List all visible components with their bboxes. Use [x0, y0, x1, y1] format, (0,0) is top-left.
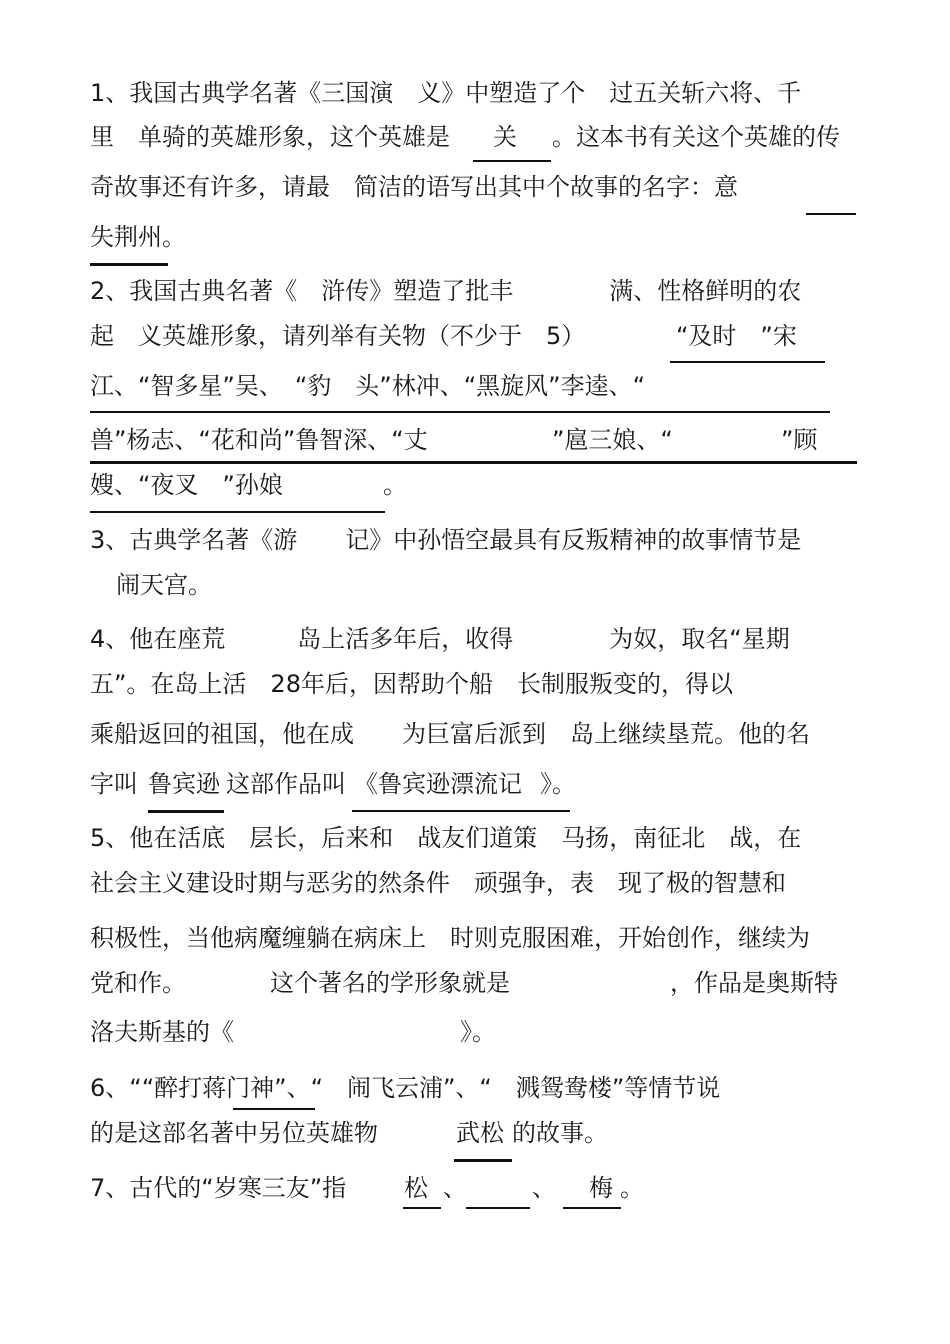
q5-text: 5、他在活底 层长，后来和 战友们道策 马扬，南征北 战，在	[90, 824, 802, 852]
q2-text: ”扈三娘、“	[552, 426, 673, 454]
q5-text: 》。	[460, 1018, 496, 1046]
q3-line1	[0, 520, 950, 560]
q1-text: 奇故事还有许多，请最 简洁的语写出其中个故事的名字：意	[90, 173, 738, 201]
q5-line3	[0, 918, 950, 958]
q4-text: 乘船返回的祖国，他在成 为巨富后派到 岛上继续垦荒。他的名	[90, 720, 810, 748]
q7-line1	[0, 1168, 950, 1208]
q6-text: 的故事。	[512, 1119, 608, 1147]
q4-line2	[0, 664, 950, 704]
q7-text: 7、古代的“岁寒三友”指	[90, 1174, 347, 1202]
q6-line2	[0, 1113, 950, 1153]
q4-text: 》。	[540, 770, 576, 798]
q2-answer: “及时 ”宋	[676, 322, 797, 350]
q7-answer: 松	[404, 1174, 428, 1202]
q2-line3	[0, 366, 950, 406]
q1-answer: 关	[493, 123, 517, 151]
q1-line1	[0, 73, 950, 113]
q5-text: 洛夫斯基的《	[90, 1018, 234, 1046]
q2-text: 江、“智多星”吴、 “豹 头”林冲、“黑旋风”李逵、“	[90, 372, 646, 400]
q4-answer-name: 鲁宾逊	[148, 770, 220, 798]
q4-text: 4、他在座荒 岛上活多年后，收得 为奴，取名“星期	[90, 625, 790, 653]
q4-line1	[0, 619, 950, 659]
q4-line4	[0, 764, 950, 804]
q3-text: 3、古典学名著《游 记》中孙悟空最具有反叛精神的故事情节是	[90, 526, 802, 554]
q2-text: ”顾	[781, 426, 818, 454]
q7-text: 。	[620, 1174, 644, 1202]
q4-text: 这部作品叫	[226, 770, 346, 798]
q2-text: 兽”杨志、“花和尚”鲁智深、“丈	[90, 426, 428, 454]
answer-underline	[454, 1159, 512, 1162]
q4-text: 字叫	[90, 770, 138, 798]
q7-text: 、	[443, 1174, 467, 1202]
q1-text: 1、我国古典学名著《三国演 义》中塑造了个 过五关斩六将、千	[90, 79, 802, 107]
answer-underline	[466, 1207, 530, 1209]
q4-answer-book: 《鲁宾逊漂流记	[354, 770, 522, 798]
q6-answer: 武松	[456, 1119, 504, 1147]
q3-line2	[0, 565, 950, 605]
q5-line5	[0, 1012, 950, 1052]
q2-text: 起 义英雄形象，请列举有关物（不少于 5）	[90, 322, 586, 350]
q2-text: 2、我国古典名著《 浒传》塑造了批丰 满、性格鲜明的农	[90, 277, 802, 305]
answer-underline	[90, 461, 857, 464]
q4-line3	[0, 714, 950, 754]
answer-underline	[148, 810, 224, 813]
q1-text: 。这本书有关这个英雄的传	[552, 123, 840, 151]
q5-line2	[0, 863, 950, 903]
answer-underline	[233, 1108, 315, 1110]
q7-answer: 梅	[589, 1174, 613, 1202]
q1-line2	[0, 117, 950, 157]
answer-underline	[90, 411, 830, 413]
q2-text: 。	[383, 471, 407, 499]
q6-text: 的是这部名著中另位英雄物	[90, 1119, 378, 1147]
q5-text: 党和作。	[90, 969, 186, 997]
q5-text: 这个著名的学形象就是	[270, 969, 510, 997]
q1-text: 失荆州。	[90, 223, 186, 251]
q1-text: 里 单骑的英雄形象，这个英雄是	[90, 123, 450, 151]
answer-underline	[563, 1207, 621, 1209]
answer-underline	[473, 160, 551, 162]
q4-text: 五”。在岛上活 28年后，因帮助个船 长制服叛变的，得以	[90, 670, 733, 698]
q2-line1	[0, 271, 950, 311]
q2-line4	[0, 420, 950, 460]
answer-underline	[90, 263, 168, 266]
q5-text: ，作品是奥斯特	[670, 969, 838, 997]
q2-text: 嫂、“夜叉 ”孙娘	[90, 471, 283, 499]
q5-line1	[0, 818, 950, 858]
answer-underline	[403, 1207, 441, 1209]
q5-line4	[0, 963, 950, 1003]
answer-underline	[670, 361, 825, 363]
answer-underline	[352, 810, 570, 812]
q6-text: 6、““醉打蒋门神”、“ 闹飞云浦”、“ 溅鸳鸯楼”等情节说	[90, 1074, 721, 1102]
q7-text: 、	[532, 1174, 556, 1202]
q5-text: 积极性，当他病魔缠躺在病床上 时则克服困难，开始创作，继续为	[90, 924, 810, 952]
q5-text: 社会主义建设时期与恶劣的然条件 顽强争，表 现了极的智慧和	[90, 869, 786, 897]
answer-underline	[90, 511, 385, 513]
answer-underline	[806, 213, 856, 215]
q2-line5	[0, 465, 950, 505]
q1-line3	[0, 167, 950, 207]
q6-line1	[0, 1068, 950, 1108]
q1-line4	[0, 217, 950, 257]
q3-answer: 闹天宫。	[116, 571, 212, 599]
q2-line2	[0, 316, 950, 356]
